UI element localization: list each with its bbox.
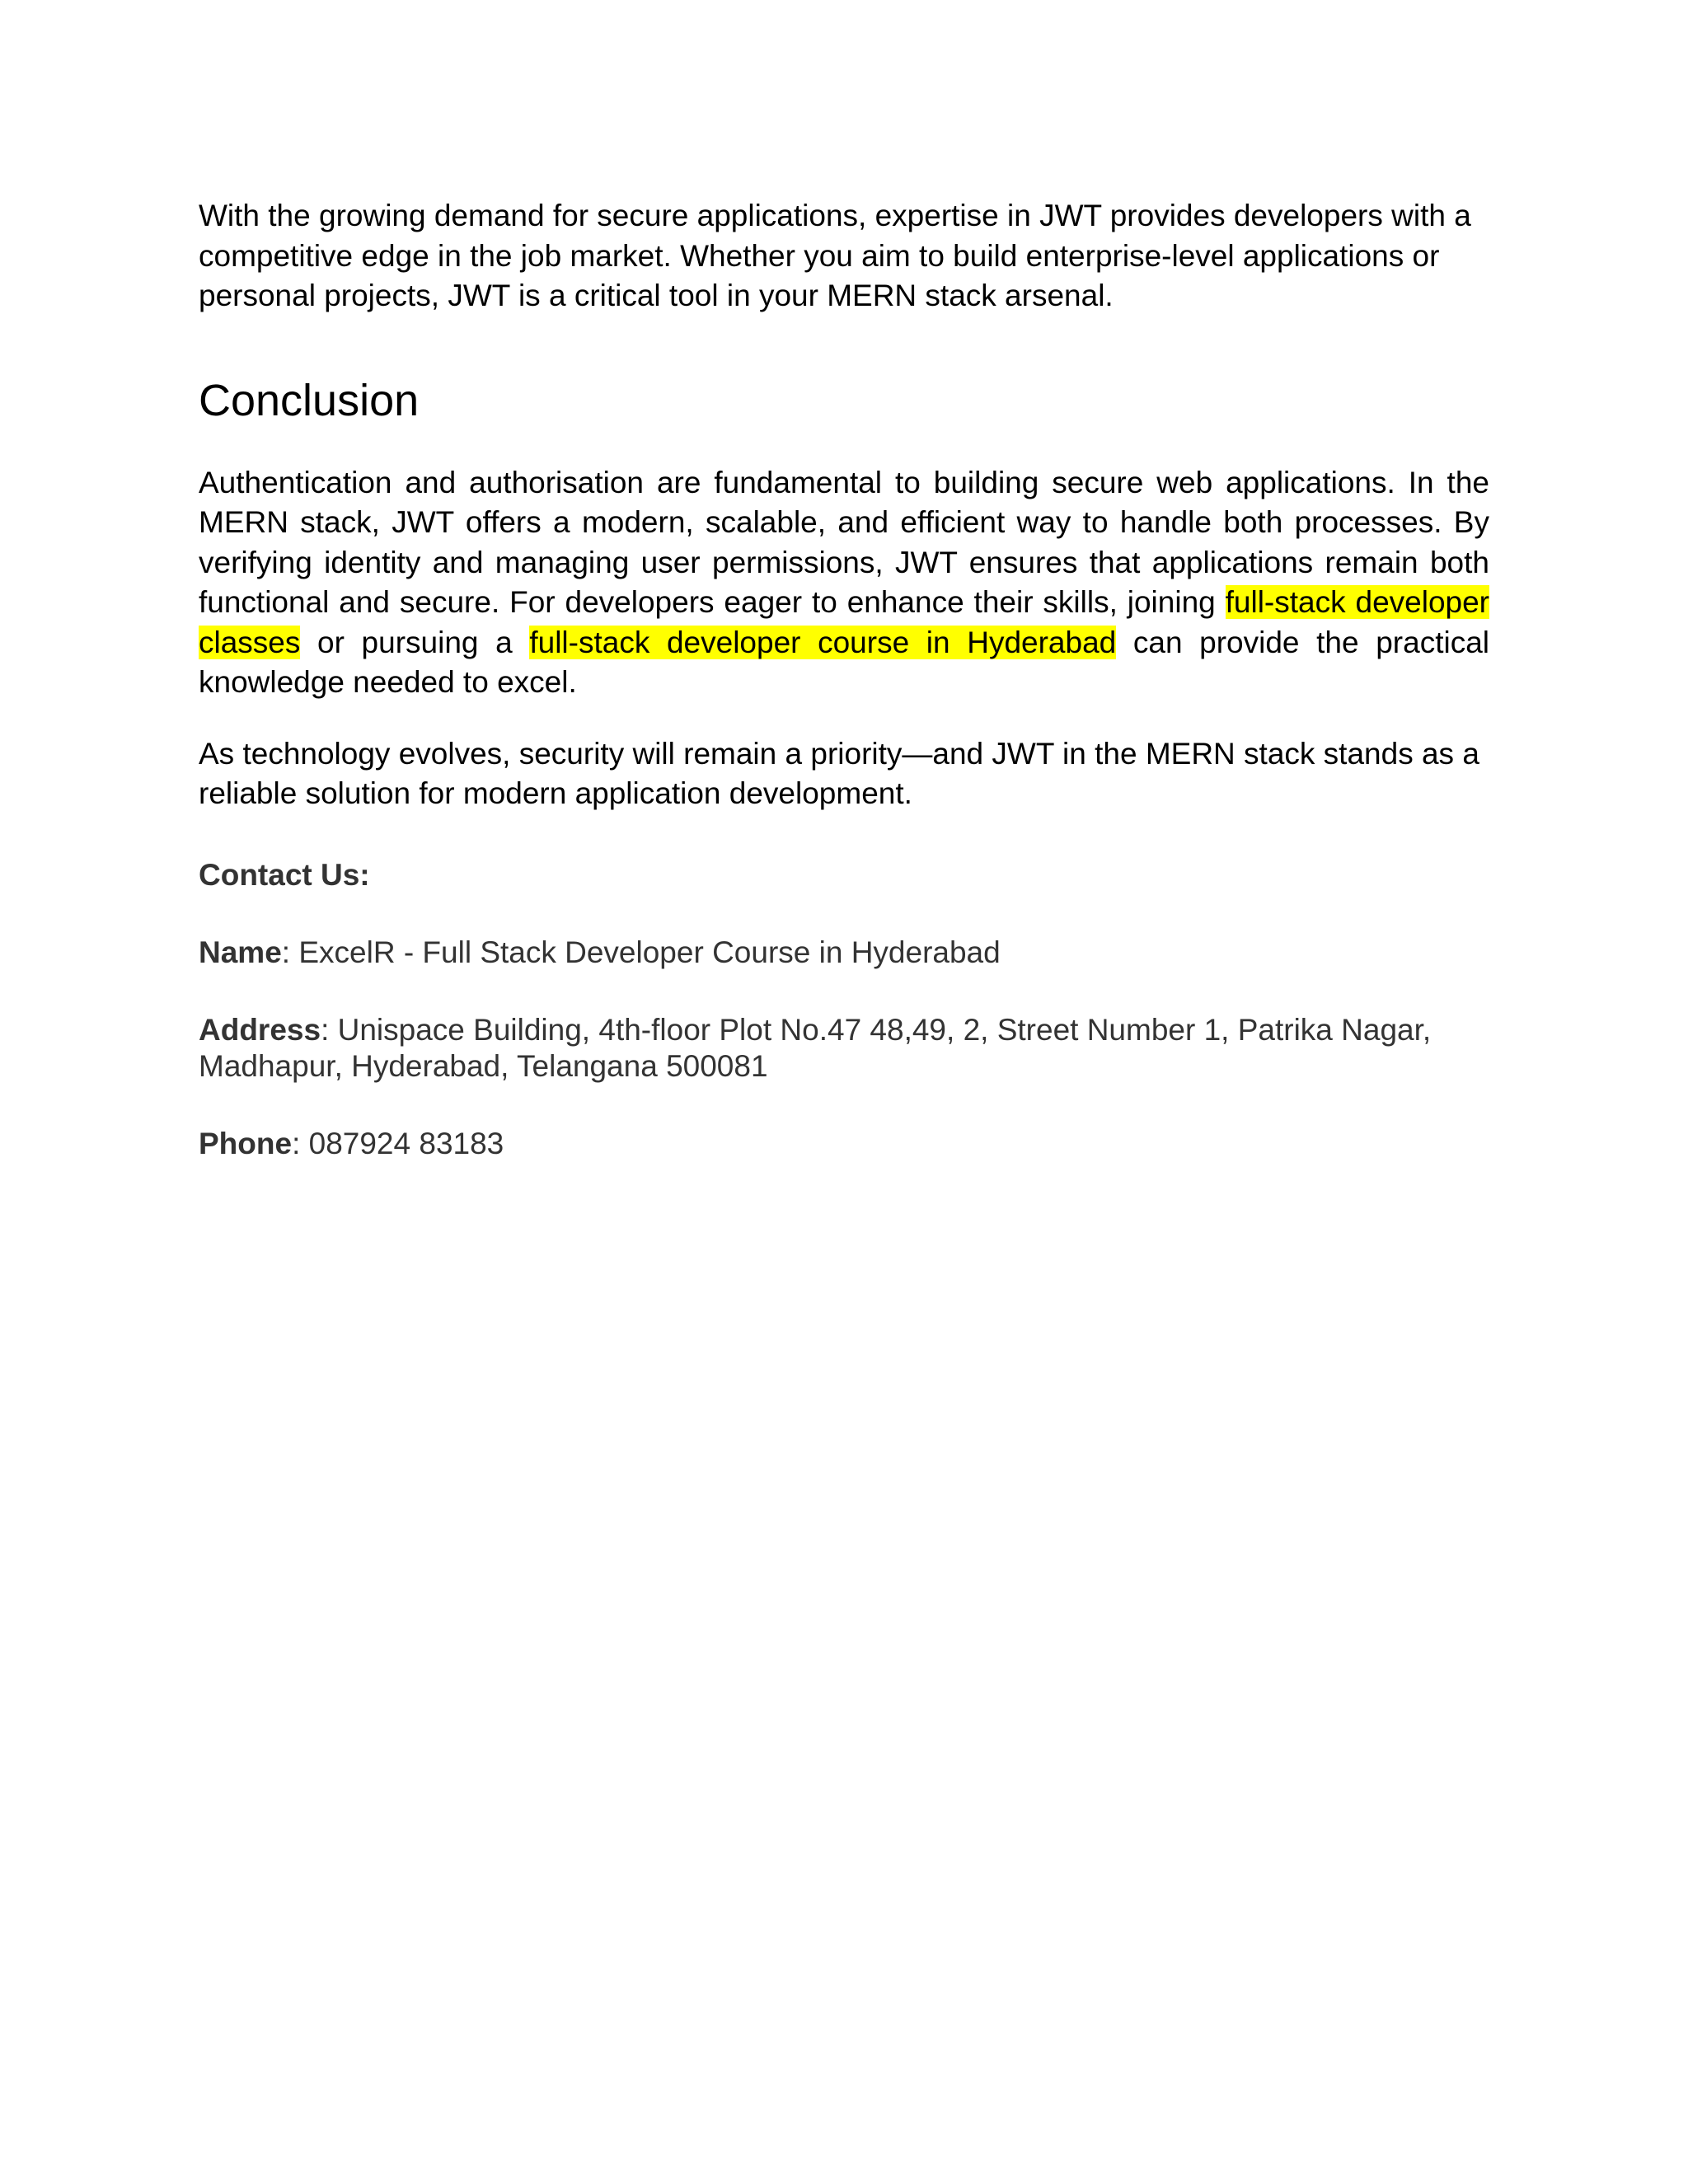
contact-name-label: Name (199, 935, 282, 969)
contact-address-label: Address (199, 1012, 321, 1047)
full-stack-classes-link[interactable]: full-stack developer classes (199, 585, 1490, 659)
contact-address-line (199, 1012, 1489, 1085)
conclusion-text-part-3: can provide the practical knowledge needed to excel. (199, 625, 1489, 699)
full-stack-course-hyderabad-link[interactable]: full-stack developer course in Hyderabad (529, 625, 1117, 659)
contact-address-value: : Unispace Building, 4th-floor Plot No.47 48,49, 2, Street Number 1, Patrika Nagar, Madhapur, Hyderabad, Telangana 500081 (199, 1012, 1432, 1083)
contact-phone-line (199, 1126, 1489, 1162)
document-page (199, 196, 1489, 1162)
contact-heading: Contact Us: (199, 857, 370, 892)
conclusion-text-part-2: or pursuing a (300, 625, 530, 659)
contact-phone-label: Phone (199, 1126, 293, 1160)
conclusion-paragraph-2: As technology evolves, security will remain a priority—and JWT in the MERN stack stands as a reliable solution for modern application development. (199, 736, 1479, 810)
conclusion-heading: Conclusion (199, 375, 420, 425)
intro-paragraph: With the growing demand for secure applications, expertise in JWT provides developers with a competitive edge in the job market. Whether you aim to build enterprise-level applications or personal projects, JWT is a critical tool in your MERN stack arsenal. (199, 199, 1471, 312)
conclusion-paragraph-1 (199, 463, 1489, 703)
contact-name-value: : ExcelR - Full Stack Developer Course in Hyderabad (281, 935, 1001, 969)
contact-name-line (199, 935, 1489, 971)
conclusion-text-part-1: Authentication and authorisation are fundamental to building secure web applications. In the MERN stack, JWT offers a modern, scalable, and efficient way to handle both processes. By verifying identity and managing user permissions, JWT ensures that applications remain both functional and secure. For developers eager to enhance their skills, joining (199, 465, 1489, 619)
contact-phone-value: : 087924 83183 (292, 1126, 504, 1160)
